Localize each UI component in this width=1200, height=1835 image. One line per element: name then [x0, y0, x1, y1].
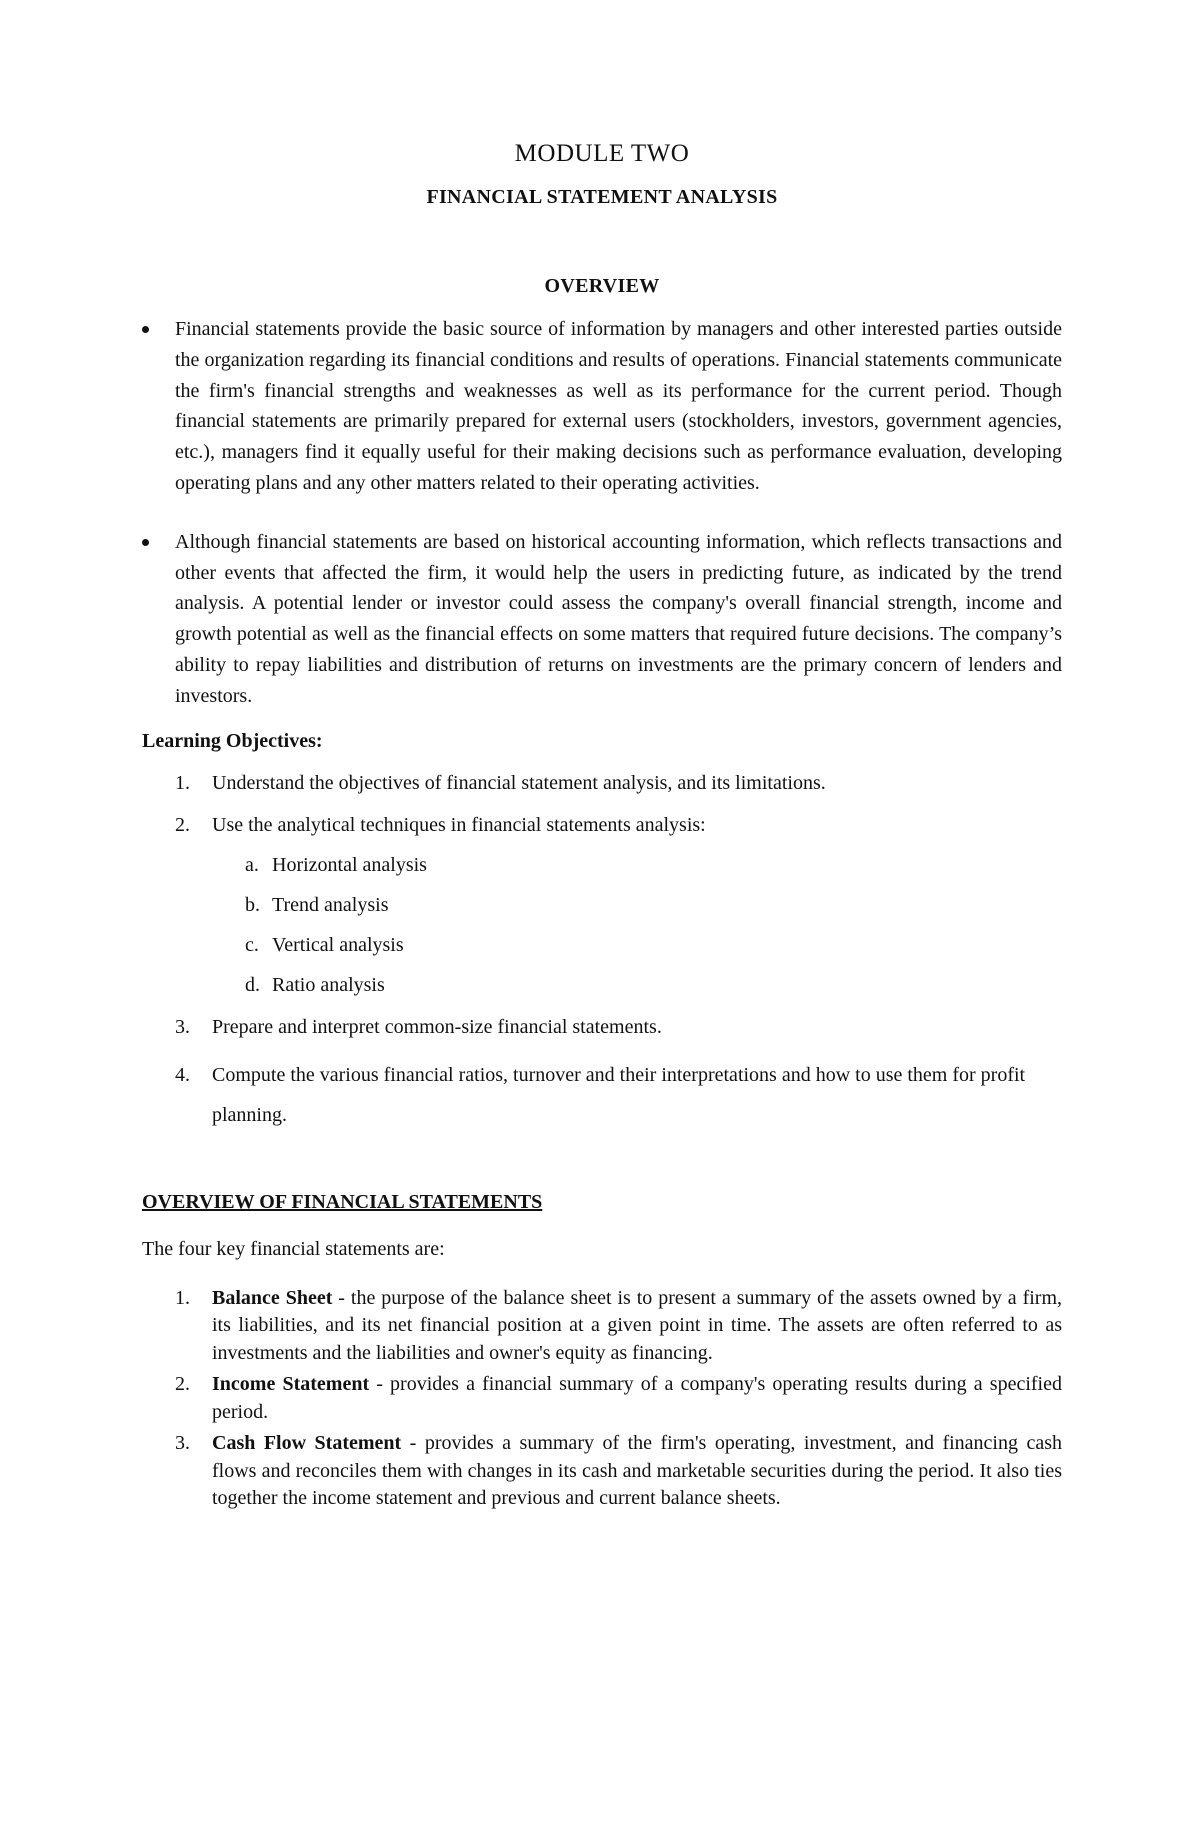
- technique-item: [212, 891, 1062, 919]
- objective-number: 1.: [175, 771, 190, 794]
- objective-text: Use the analytical techniques in financial statements analysis:: [212, 813, 706, 836]
- objective-text: Prepare and interpret common-size financial statements.: [212, 1015, 662, 1038]
- statement-description: - provides a summary of the firm's operating, investment, and financing cash flows and reconciles them with changes in its cash and marketable securities during the period. It also ties together the income statement and previous and current balance sheets.: [212, 1432, 1062, 1510]
- bullet-dot-icon: [142, 326, 149, 333]
- technique-letter: d.: [245, 973, 260, 996]
- objective-item: [142, 1013, 1062, 1041]
- learning-objectives-heading: Learning Objectives:: [142, 729, 323, 752]
- statement-item: [142, 1285, 1062, 1368]
- technique-item: [212, 971, 1062, 999]
- objective-number: 2.: [175, 813, 190, 836]
- objective-item: [142, 1055, 1062, 1135]
- statement-term: Income Statement: [212, 1373, 370, 1396]
- objective-item: [142, 811, 1062, 999]
- statement-description: - the purpose of the balance sheet is to present a summary of the assets owned by a firm, its liabilities, and its net financial position at a given point in time. The assets are often referred to as investments and the liabilities and owner's equity as financing.: [212, 1286, 1063, 1364]
- technique-text: Ratio analysis: [272, 973, 385, 996]
- financial-statements-heading: OVERVIEW OF FINANCIAL STATEMENTS: [142, 1190, 543, 1213]
- overview-paragraph: Financial statements provide the basic source of information by managers and other interested parties outside the organization regarding its financial conditions and results of operations. Financial statements communicate the firm's financial strengths and weaknesses as well as its performance for the current period. Though financial statements are primarily prepared for external users (stockholders, investors, government agencies, etc.), managers find it equally useful for their making decisions such as performance evaluation, developing operating plans and any other matters related to their operating activities.: [175, 318, 1062, 494]
- technique-text: Horizontal analysis: [272, 853, 427, 876]
- overview-paragraph: Although financial statements are based on historical accounting information, which reflects transactions and other events that affected the firm, it would help the users in predicting future, as indicated by the trend analysis. A potential lender or investor could assess the company's overall financial strength, income and growth potential as well as the financial effects on some matters that required future decisions. The company’s ability to repay liabilities and distribution of returns on investments are the primary concern of lenders and investors.: [175, 530, 1062, 707]
- financial-statements-list: [142, 1285, 1062, 1513]
- bullet-dot-icon: [142, 539, 149, 546]
- technique-text: Vertical analysis: [272, 933, 404, 956]
- module-subtitle: FINANCIAL STATEMENT ANALYSIS: [426, 186, 778, 208]
- overview-bullet-list: [142, 314, 1062, 712]
- technique-letter: a.: [245, 853, 259, 876]
- techniques-list: [212, 851, 1062, 999]
- overview-heading: OVERVIEW: [544, 275, 660, 297]
- statement-item: [142, 1430, 1062, 1513]
- financial-statements-intro: The four key financial statements are:: [142, 1237, 445, 1260]
- statement-term: Balance Sheet: [212, 1286, 333, 1309]
- technique-text: Trend analysis: [272, 893, 389, 916]
- objective-text: Compute the various financial ratios, turnover and their interpretations and how to use them for profit planning.: [212, 1063, 1026, 1126]
- overview-bullet-item: [142, 314, 1062, 499]
- objective-number: 3.: [175, 1015, 190, 1038]
- statement-number: 3.: [175, 1432, 190, 1455]
- overview-bullet-item: [142, 527, 1062, 712]
- technique-letter: c.: [245, 933, 259, 956]
- objective-text: Understand the objectives of financial statement analysis, and its limitations.: [212, 771, 826, 794]
- page-content: [142, 140, 1062, 1517]
- objective-number: 4.: [175, 1063, 190, 1086]
- statement-description: - provides a financial summary of a company's operating results during a specified period.: [212, 1373, 1062, 1423]
- learning-objectives-list: [142, 769, 1062, 1135]
- technique-letter: b.: [245, 893, 260, 916]
- statement-term: Cash Flow Statement: [212, 1432, 402, 1455]
- objective-item: [142, 769, 1062, 797]
- module-title: MODULE TWO: [514, 140, 690, 167]
- statement-item: [142, 1371, 1062, 1426]
- technique-item: [212, 931, 1062, 959]
- technique-item: [212, 851, 1062, 879]
- statement-number: 1.: [175, 1286, 190, 1309]
- statement-number: 2.: [175, 1373, 190, 1396]
